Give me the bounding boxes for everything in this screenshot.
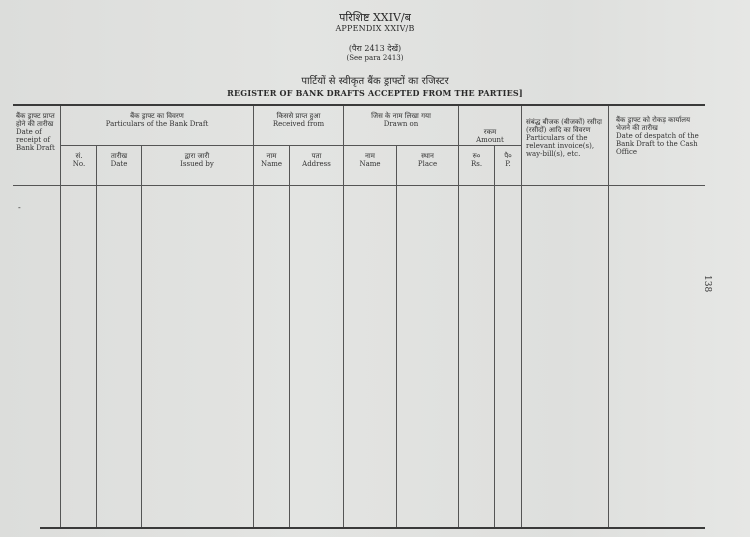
col-drawn-place-header — [397, 152, 458, 168]
register-title-hindi: पार्टियों से स्वीकृत बैंक ड्राफ्टों का रजिस्टर — [301, 76, 449, 87]
col-amount-p-label: P. — [505, 160, 511, 168]
header-subdivider — [60, 145, 522, 146]
table-bottom-rule — [40, 527, 705, 529]
col-invoice-header — [526, 118, 606, 158]
page-number: 138 — [702, 275, 712, 293]
col-received-name-label: Name — [260, 160, 283, 168]
col-amount-rs-hindi: रु० — [472, 152, 481, 160]
col-divider-5 — [289, 146, 290, 527]
col-divider-11 — [608, 106, 609, 527]
col-received-name-hindi: नाम — [266, 152, 277, 160]
col-date-header — [97, 152, 141, 168]
header-bottom-line — [13, 185, 705, 186]
col-receipt-date-header — [16, 112, 58, 152]
col-receipt-date-label: Date of receipt of Bank Draft — [16, 128, 55, 152]
col-issued-by-label: Issued by — [180, 160, 214, 168]
table-top-rule — [13, 104, 705, 106]
col-received-from-header — [254, 112, 343, 128]
col-drawn-place-label: Place — [417, 160, 438, 168]
para-ref: (See para 2413) — [346, 54, 404, 62]
col-particulars-header — [62, 112, 252, 128]
col-divider-7 — [396, 146, 397, 527]
col-received-address-header — [290, 152, 343, 168]
col-divider-4 — [253, 106, 254, 527]
col-invoice-hindi: संबंद्ध बीजक (बीजकों) रसीदा (रसीदों) आदि का विवरण — [526, 118, 602, 134]
col-issued-by-header — [142, 152, 252, 168]
col-drawn-place-hindi: स्थान — [421, 152, 434, 160]
appendix-label-hindi: परिशिष्ट XXIV/ब — [339, 11, 411, 24]
col-drawn-name-hindi: नाम — [365, 152, 375, 160]
col-date-label: Date — [110, 160, 128, 168]
col-divider-9 — [494, 146, 495, 527]
col-divider-3 — [141, 146, 142, 527]
col-drawn-name-label: Name — [359, 160, 381, 168]
col-particulars-hindi: बैंक ड्राफ्ट का विवरण — [130, 112, 184, 120]
col-amount-label: Amount — [476, 136, 504, 144]
col-drawn-on-hindi: जिस के नाम लिखा गया — [371, 112, 431, 120]
col-invoice-label: Particulars of the relevant invoice(s), way-bill(s), etc. — [526, 134, 595, 158]
col-amount-rs-header — [459, 152, 494, 168]
col-divider-1 — [60, 106, 61, 527]
col-date-hindi: तारीख — [110, 152, 128, 160]
col-amount-p-hindi: पै० — [504, 152, 512, 160]
col-received-from-hindi: किससे प्राप्त हुआ — [276, 112, 321, 120]
para-ref-hindi: (पैरा 2413 देखें) — [348, 44, 402, 53]
col-received-from-label: Received from — [272, 120, 325, 128]
col-divider-2 — [96, 146, 97, 527]
col-received-address-label: Address — [302, 160, 331, 168]
col-received-address-hindi: पता — [311, 152, 322, 160]
col-received-name-header — [254, 152, 289, 168]
col-amount-header — [459, 128, 521, 144]
col-divider-6 — [343, 106, 344, 527]
col-amount-hindi: रकम — [483, 128, 497, 136]
appendix-label: APPENDIX XXIV/B — [335, 24, 415, 33]
register-title: REGISTER OF BANK DRAFTS ACCEPTED FROM THE PARTIES] — [227, 88, 523, 98]
col-divider-8 — [458, 106, 459, 527]
col-amount-rs-label: Rs. — [470, 160, 483, 168]
col-despatch-hindi: बैंक ड्राफ्ट को रोकड़ कार्यालय भेजने की तारीख — [616, 116, 691, 132]
col-amount-p-header — [495, 152, 521, 168]
col-despatch-header — [616, 116, 702, 156]
col-issued-by-hindi: द्वारा जारी — [184, 152, 210, 160]
col-divider-10 — [521, 106, 522, 527]
col-no-header — [62, 152, 96, 168]
col-no-label: No. — [72, 160, 86, 168]
col-no-hindi: सं. — [75, 152, 83, 160]
col-drawn-on-label: Drawn on — [383, 120, 419, 128]
col-drawn-name-header — [344, 152, 396, 168]
row-mark: - — [18, 203, 21, 212]
col-despatch-label: Date of despatch of the Bank Draft to the Cash Office — [616, 132, 699, 156]
col-drawn-on-header — [344, 112, 458, 128]
col-receipt-date-hindi: बैंक ड्राफ्ट प्राप्त होने की तारीख — [16, 112, 55, 128]
col-particulars-label: Particulars of the Bank Draft — [105, 120, 209, 128]
